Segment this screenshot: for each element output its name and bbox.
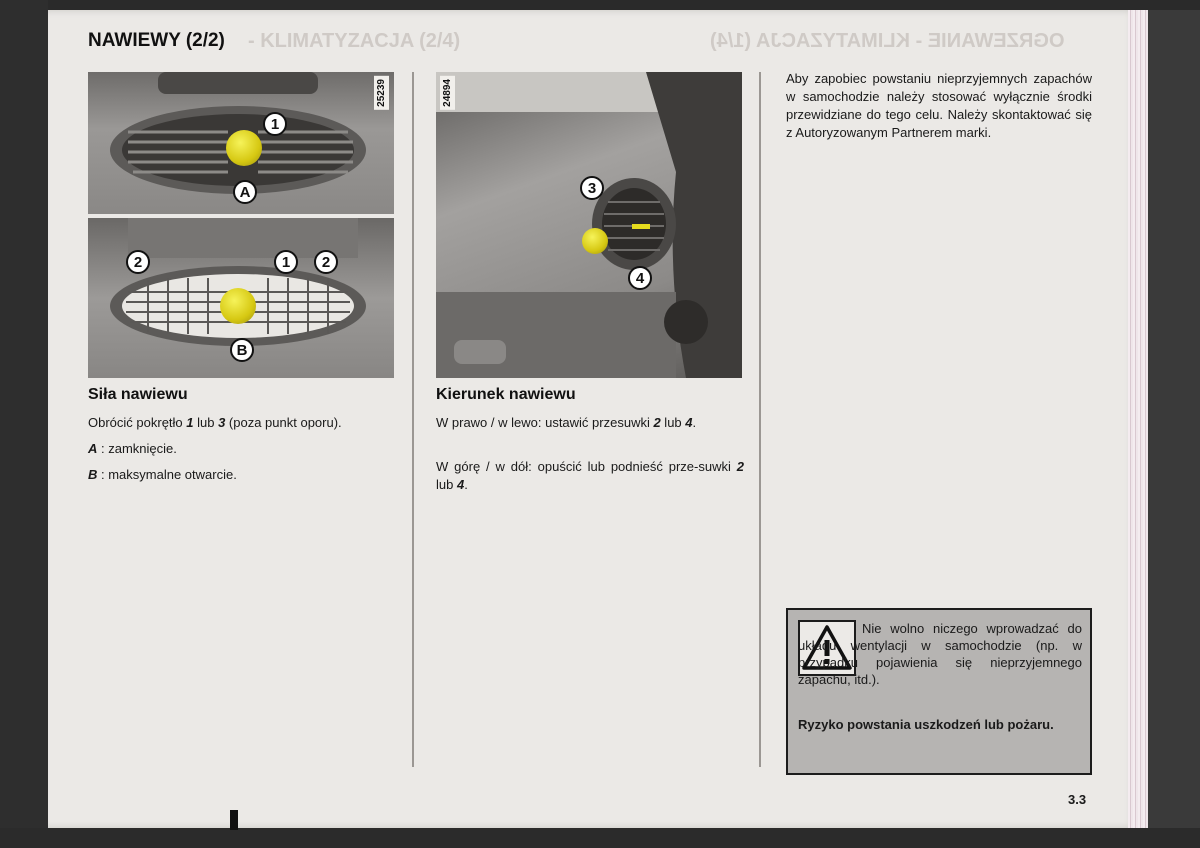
kierunek-horizontal [436, 414, 744, 432]
sila-b-item [88, 466, 398, 484]
callout-b: B [230, 338, 254, 362]
kierunek-p1-ref-2: 2 [653, 415, 661, 430]
sila-instruction [88, 414, 398, 432]
figure-code-left: 25239 [374, 76, 389, 110]
callout-a: A [233, 180, 257, 204]
vent-illustration-c [436, 72, 742, 378]
warning-risk: Ryzyko powstania uszkodzeń lub pożaru. [798, 717, 1054, 732]
callout-1-bottom: 1 [274, 250, 298, 274]
callout-2-left: 2 [126, 250, 150, 274]
photo-vents-closed [88, 72, 394, 214]
scan-bottom-border [0, 828, 1200, 848]
kierunek-p2-c: . [464, 477, 468, 492]
photo-side-vent [436, 72, 742, 378]
scan-left-border [0, 0, 48, 848]
callout-3: 3 [580, 176, 604, 200]
ink-mark [230, 810, 238, 830]
figure-code-right: 24894 [440, 76, 455, 110]
kierunek-p1-ref-4: 4 [685, 415, 693, 430]
column-divider-2 [759, 72, 761, 767]
sila-b-key: B [88, 467, 98, 482]
callout-4: 4 [628, 266, 652, 290]
kierunek-p1-a: W prawo / w lewo: ustawić przesuwki [436, 415, 654, 430]
section-title-sila: Siła nawiewu [88, 386, 188, 403]
odour-intro: Aby zapobiec powstaniu nieprzyjemnych zapachów w samochodzie należy stosować wyłącznie środki przewidziane do tego celu. Należy skontaktować się z Autoryzowanym Partnerem marki. [786, 71, 1092, 140]
page-number: 3.3 [1068, 792, 1087, 807]
bleed-through-title-right: OGRZEWANIE - KLIMATYZACJA (1/4) [710, 30, 1065, 52]
kierunek-p1-b: lub [660, 415, 686, 430]
kierunek-p1-c: . [692, 415, 697, 430]
scan-top-border [0, 0, 1200, 10]
sila-ref-3: 3 [218, 415, 226, 430]
section-title-kierunek: Kierunek nawiewu [436, 386, 576, 403]
warning-inner [798, 620, 1082, 715]
air-flow-knob-c [582, 228, 608, 254]
sila-text-mid: lub [193, 415, 219, 430]
page-stack-edge [1128, 10, 1148, 828]
kierunek-p2-b: lub [436, 477, 457, 492]
sila-text-pre: Obrócić pokrętło [88, 415, 187, 430]
callout-2-right: 2 [314, 250, 338, 274]
sila-a-text: : zamknięcie. [97, 441, 177, 456]
page-title: NAWIEWY (2/2) [88, 30, 225, 51]
sila-a-key: A [88, 441, 98, 456]
column-divider-1 [412, 72, 414, 767]
photo-vents-open [88, 218, 394, 378]
air-flow-knob-b [220, 288, 256, 324]
warning-box [786, 608, 1092, 775]
kierunek-p2-ref-4: 4 [456, 477, 465, 492]
kierunek-vertical [436, 458, 744, 494]
sila-a-item [88, 440, 398, 458]
sila-b-text: : maksymalne otwarcie. [97, 467, 237, 482]
kierunek-p2-a: W górę / w dół: opuścić lub podnieść prze-suwki [436, 459, 737, 474]
air-flow-knob-a [226, 130, 262, 166]
callout-1-top: 1 [263, 112, 287, 136]
bleed-through-title-left: - KLIMATYZACJA (2/4) [248, 30, 461, 52]
sila-text-post: (poza punkt oporu). [225, 415, 342, 430]
kierunek-p2-ref-2: 2 [736, 459, 744, 474]
warning-text: Nie wolno niczego wprowadzać do układu wentylacji w samochodzie (np. w przypadku pojawienia się nieprzyjemnego zapachu, itd.). [798, 621, 1082, 687]
sila-ref-1: 1 [186, 415, 194, 430]
